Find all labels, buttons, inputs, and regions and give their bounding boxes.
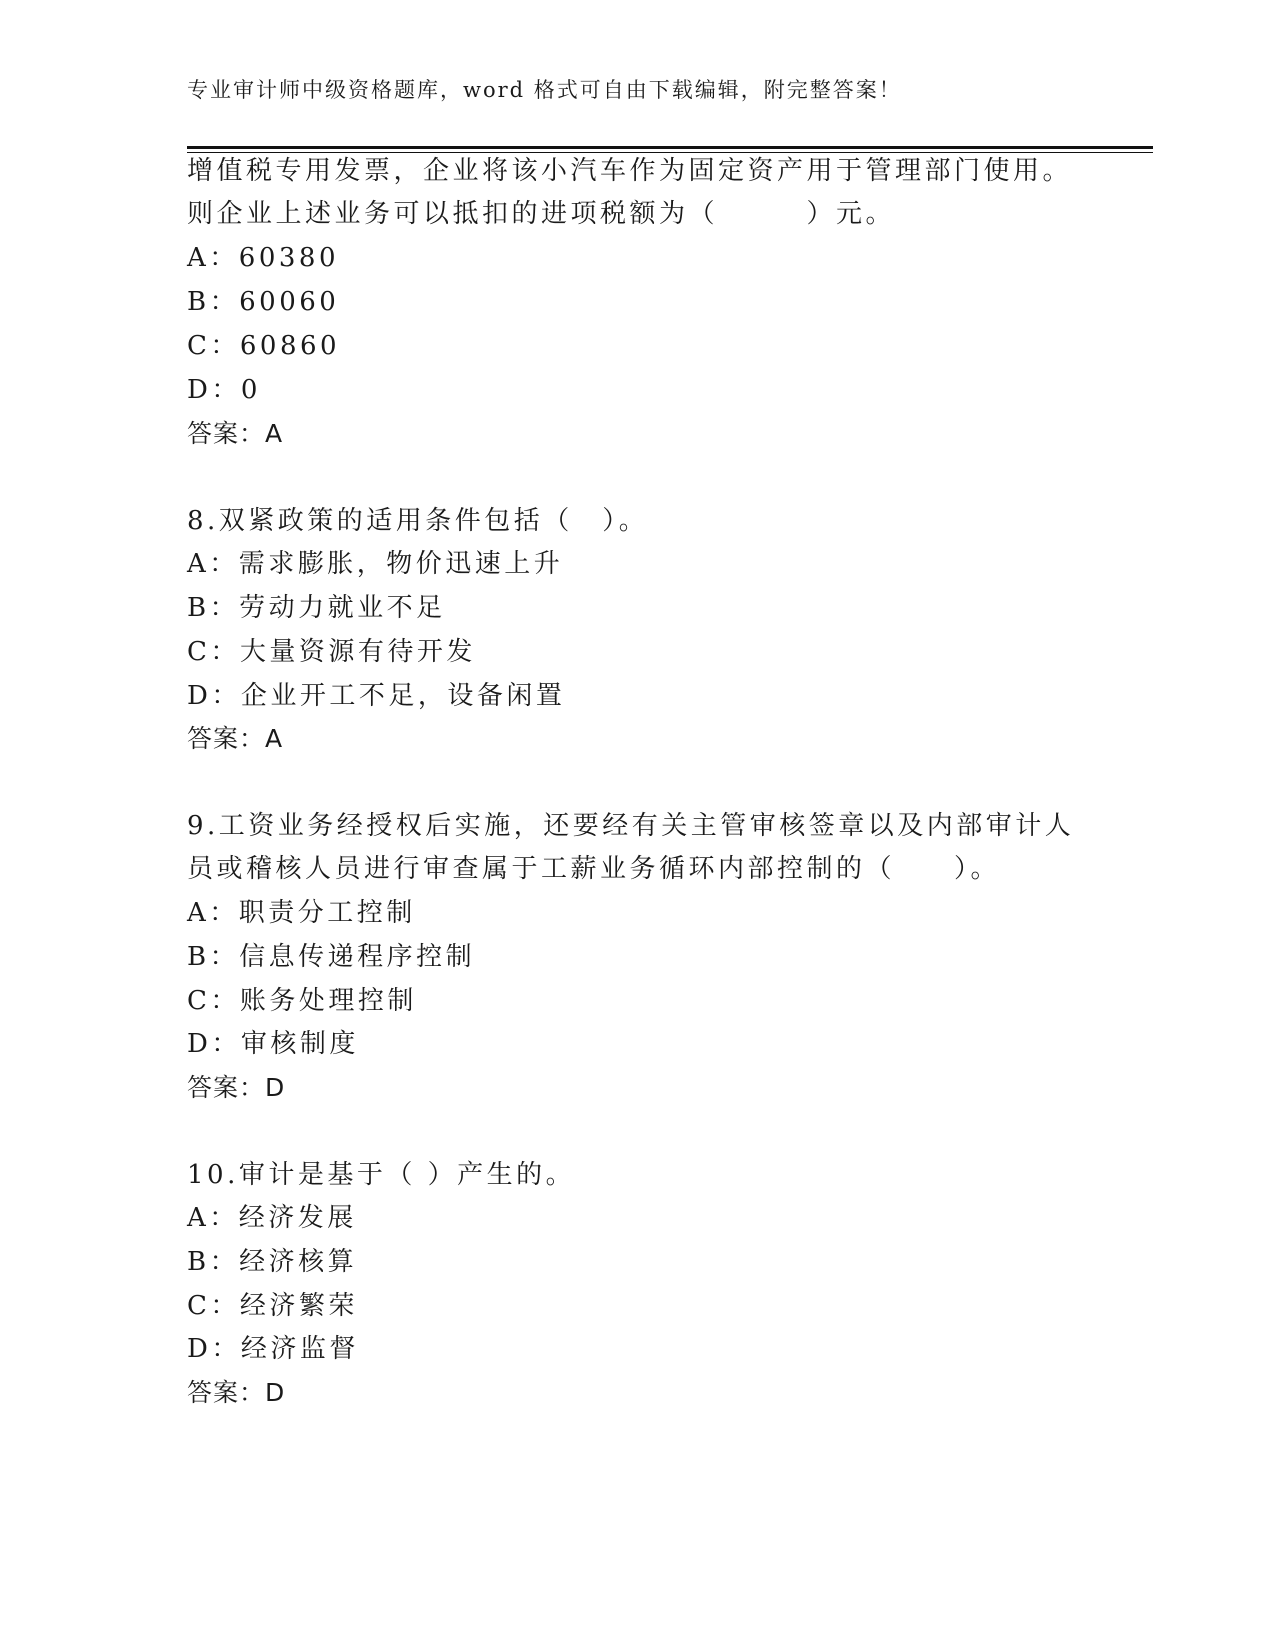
q10-option-d: D：经济监督 bbox=[187, 1334, 359, 1364]
q7-stem-line1: 增值税专用发票，企业将该小汽车作为固定资产用于管理部门使用。 bbox=[187, 156, 1073, 186]
q8-option-b: B：劳动力就业不足 bbox=[187, 593, 446, 623]
q8-option-c: C：大量资源有待开发 bbox=[187, 637, 476, 667]
q10-option-a: A：经济发展 bbox=[187, 1203, 357, 1233]
q9-option-d: D：审核制度 bbox=[187, 1029, 359, 1059]
q9-stem-line1: 9.工资业务经授权后实施，还要经有关主管审核签章以及内部审计人 bbox=[187, 811, 1075, 841]
q8-option-d: D：企业开工不足，设备闲置 bbox=[187, 681, 566, 711]
q7-option-b: B：60060 bbox=[187, 287, 340, 317]
q7-option-a: A：60380 bbox=[187, 243, 339, 273]
q10-answer: 答案：D bbox=[187, 1378, 286, 1407]
q7-option-d: D：0 bbox=[187, 375, 261, 405]
q9-option-b: B：信息传递程序控制 bbox=[187, 942, 476, 972]
q7-answer: 答案：A bbox=[187, 419, 284, 448]
q10-stem: 10.审计是基于（ ）产生的。 bbox=[187, 1160, 576, 1190]
header-rule-thin bbox=[187, 152, 1153, 153]
q9-option-c: C：账务处理控制 bbox=[187, 986, 417, 1016]
header-rule-thick bbox=[187, 146, 1153, 149]
q8-option-a: A：需求膨胀，物价迅速上升 bbox=[187, 549, 564, 579]
q8-answer: 答案：A bbox=[187, 724, 284, 753]
q9-stem-line2: 员或稽核人员进行审查属于工薪业务循环内部控制的（ ）。 bbox=[187, 854, 1001, 884]
q10-option-b: B：经济核算 bbox=[187, 1247, 358, 1277]
q7-option-c: C：60860 bbox=[187, 331, 341, 361]
q9-answer: 答案：D bbox=[187, 1073, 286, 1102]
q7-stem-line2: 则企业上述业务可以抵扣的进项税额为（ ）元。 bbox=[187, 199, 896, 229]
header-text: 专业审计师中级资格题库，word 格式可自由下载编辑，附完整答案！ bbox=[187, 78, 902, 102]
q9-option-a: A：职责分工控制 bbox=[187, 898, 416, 928]
q10-option-c: C：经济繁荣 bbox=[187, 1291, 358, 1321]
q8-stem: 8.双紧政策的适用条件包括（ ）。 bbox=[187, 506, 649, 536]
